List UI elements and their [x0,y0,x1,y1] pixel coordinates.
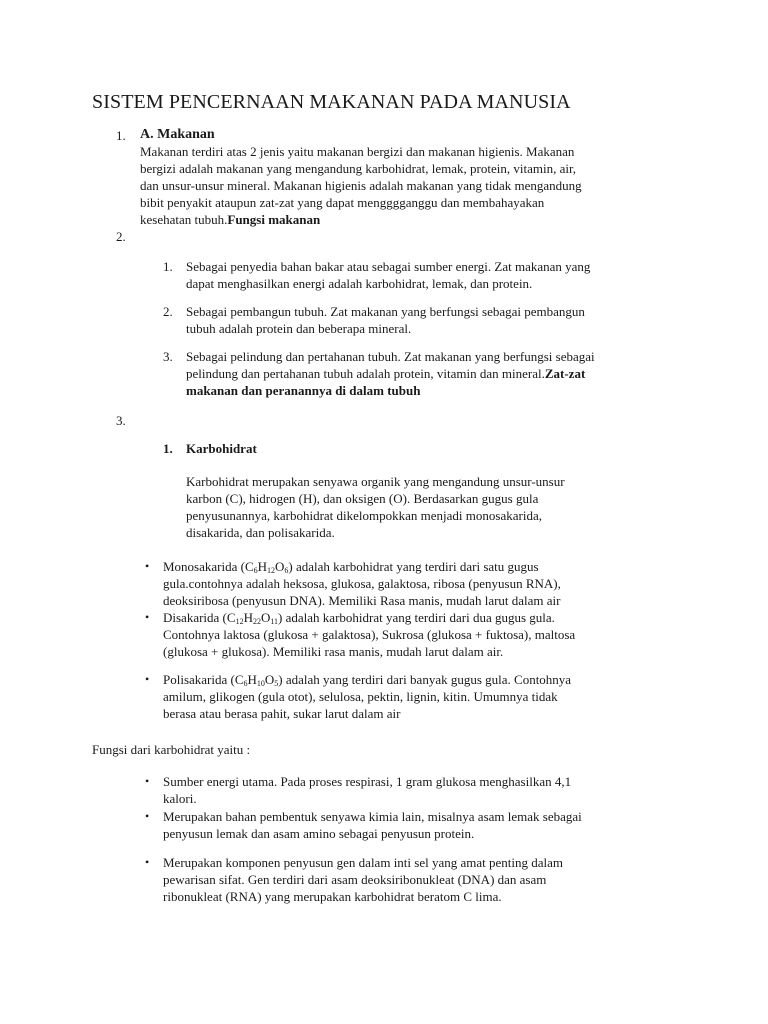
text-line: penyusunannya, karbohidrat dikelompokkan menjadi monosakarida, [186,508,542,523]
bullet-marker: • [145,559,150,573]
text-line: Sumber energi utama. Pada proses respirasi, 1 gram glukosa menghasilkan 4,1 [163,774,572,789]
bullet-marker: • [145,809,150,823]
subscript: 11 [270,617,279,626]
text-line: deoksiribosa (penyusun DNA). Memiliki Rasa manis, mudah larut dalam air [163,593,561,608]
bullet-item [163,773,571,807]
inline-heading: makanan dan peranannya di dalam tubuh [186,383,421,398]
text-line [186,365,595,382]
text-span: H [243,610,253,625]
bullet-marker: • [145,610,150,624]
document-title: SISTEM PENCERNAAN MAKANAN PADA MANUSIA [92,91,571,113]
text-line: Sebagai pelindung dan pertahanan tubuh. Zat makanan yang berfungsi sebagai [186,349,595,364]
text-line: amilum, glikogen (gula otot), selulosa, pektin, lignin, kitin. Umumnya tidak [163,689,558,704]
text-span: O [275,559,285,574]
subscript: 10 [256,679,265,688]
text-line [163,609,575,626]
text-line: bergizi adalah makanan yang mengandung karbohidrat, lemak, protein, vitamin, air, [140,161,577,176]
text-line: Contohnya laktosa (glukosa + galaktosa), Sukrosa (glukosa + fuktosa), maltosa [163,627,576,642]
bullet-item [163,609,575,660]
text-span: ) adalah yang terdiri dari banyak gugus gula. Contohnya [278,672,572,687]
list-number: 3. [116,413,126,428]
section-body [140,143,582,228]
text-line: Makanan terdiri atas 2 jenis yaitu makanan bergizi dan makanan higienis. Makanan [140,144,575,159]
list-number: 3. [163,349,173,364]
subscript: 6 [243,679,248,688]
bullet-marker: • [145,855,150,869]
bullet-marker: • [145,774,150,788]
subsection-heading: Karbohidrat [186,441,257,456]
inline-heading: Zat-zat [544,366,586,381]
inline-heading: Fungsi makanan [227,212,321,227]
subscript: 6 [284,566,289,575]
text-line [163,671,571,688]
text-span: O [264,672,275,687]
text-line: dapat menghasilkan energi adalah karbohidrat, lemak, dan protein. [186,276,533,291]
text-span: O [260,610,271,625]
text-span: H [257,559,268,574]
text-line: bibit penyakit ataupun zat-zat yang dapat mengggganggu dan membahayakan [140,195,545,210]
section-heading: A. Makanan [140,127,215,142]
subscript: 6 [253,566,258,575]
text-line: disakarida, dan polisakarida. [186,525,335,540]
list-number: 2. [163,304,173,319]
text-span: Monosakarida (C [163,559,254,574]
text-line: Sebagai pembangun tubuh. Zat makanan yang berfungsi sebagai pembangun [186,304,585,319]
text-line: penyusun lemak dan asam amino sebagai penyusun protein. [163,826,475,841]
text-span: ) adalah karbohidrat yang terdiri dari satu gugus [288,559,539,574]
text-span: Polisakarida (C [163,672,244,687]
text-line: Sebagai penyedia bahan bakar atau sebagai sumber energi. Zat makanan yang [186,259,591,274]
text-line: dan unsur-unsur mineral. Makanan higienis adalah makanan yang tidak mengandung [140,178,582,193]
subscript: 22 [252,617,261,626]
bullet-item [163,671,571,722]
text-line: ribonukleat (RNA) yang merupakan karbohidrat beratom C lima. [163,889,502,904]
list-number: 2. [116,229,126,244]
text-line: Karbohidrat merupakan senyawa organik yang mengandung unsur-unsur [186,474,565,489]
subscript: 12 [267,566,276,575]
text-span: Disakarida (C [163,610,236,625]
text-line: Merupakan komponen penyusun gen dalam inti sel yang amat penting dalam [163,855,564,870]
text-line: tubuh adalah protein dan beberapa mineral. [186,321,412,336]
list-number: 1. [116,128,126,143]
text-line: berasa atau berasa pahit, sukar larut dalam air [163,706,401,721]
text-line: gula.contohnya adalah heksosa, glukosa, galaktosa, ribosa (penyusun RNA), [163,576,561,591]
text-line: kalori. [163,791,197,806]
text-line [140,211,582,228]
bullet-item [163,808,582,842]
bullet-item [163,558,561,609]
text-line: (glukosa + glukosa). Memiliki rasa manis, mudah larut dalam air. [163,644,504,659]
text-span: kesehatan tubuh. [140,212,228,227]
subscript: 5 [274,679,279,688]
text-span: pelindung dan pertahanan tubuh adalah protein, vitamin dan mineral. [186,366,545,381]
text-span: H [247,672,257,687]
text-line: Merupakan bahan pembentuk senyawa kimia lain, misalnya asam lemak sebagai [163,809,582,824]
subscript: 12 [235,617,244,626]
list-number: 1. [163,441,173,456]
list-item [186,258,590,292]
list-item [186,303,585,337]
bullet-item [163,854,563,905]
list-number: 1. [163,259,173,274]
text-span: ) adalah karbohidrat yang terdiri dari dua gugus gula. [278,610,555,625]
section-body [186,473,565,541]
list-item [186,348,595,399]
text-line: pewarisan sifat. Gen terdiri dari asam deoksiribonukleat (DNA) dan asam [163,872,547,887]
text-line [163,558,561,575]
text-line: karbon (C), hidrogen (H), dan oksigen (O). Berdasarkan gugus gula [186,491,539,506]
bullet-marker: • [145,672,150,686]
paragraph-label: Fungsi dari karbohidrat yaitu : [92,742,251,757]
